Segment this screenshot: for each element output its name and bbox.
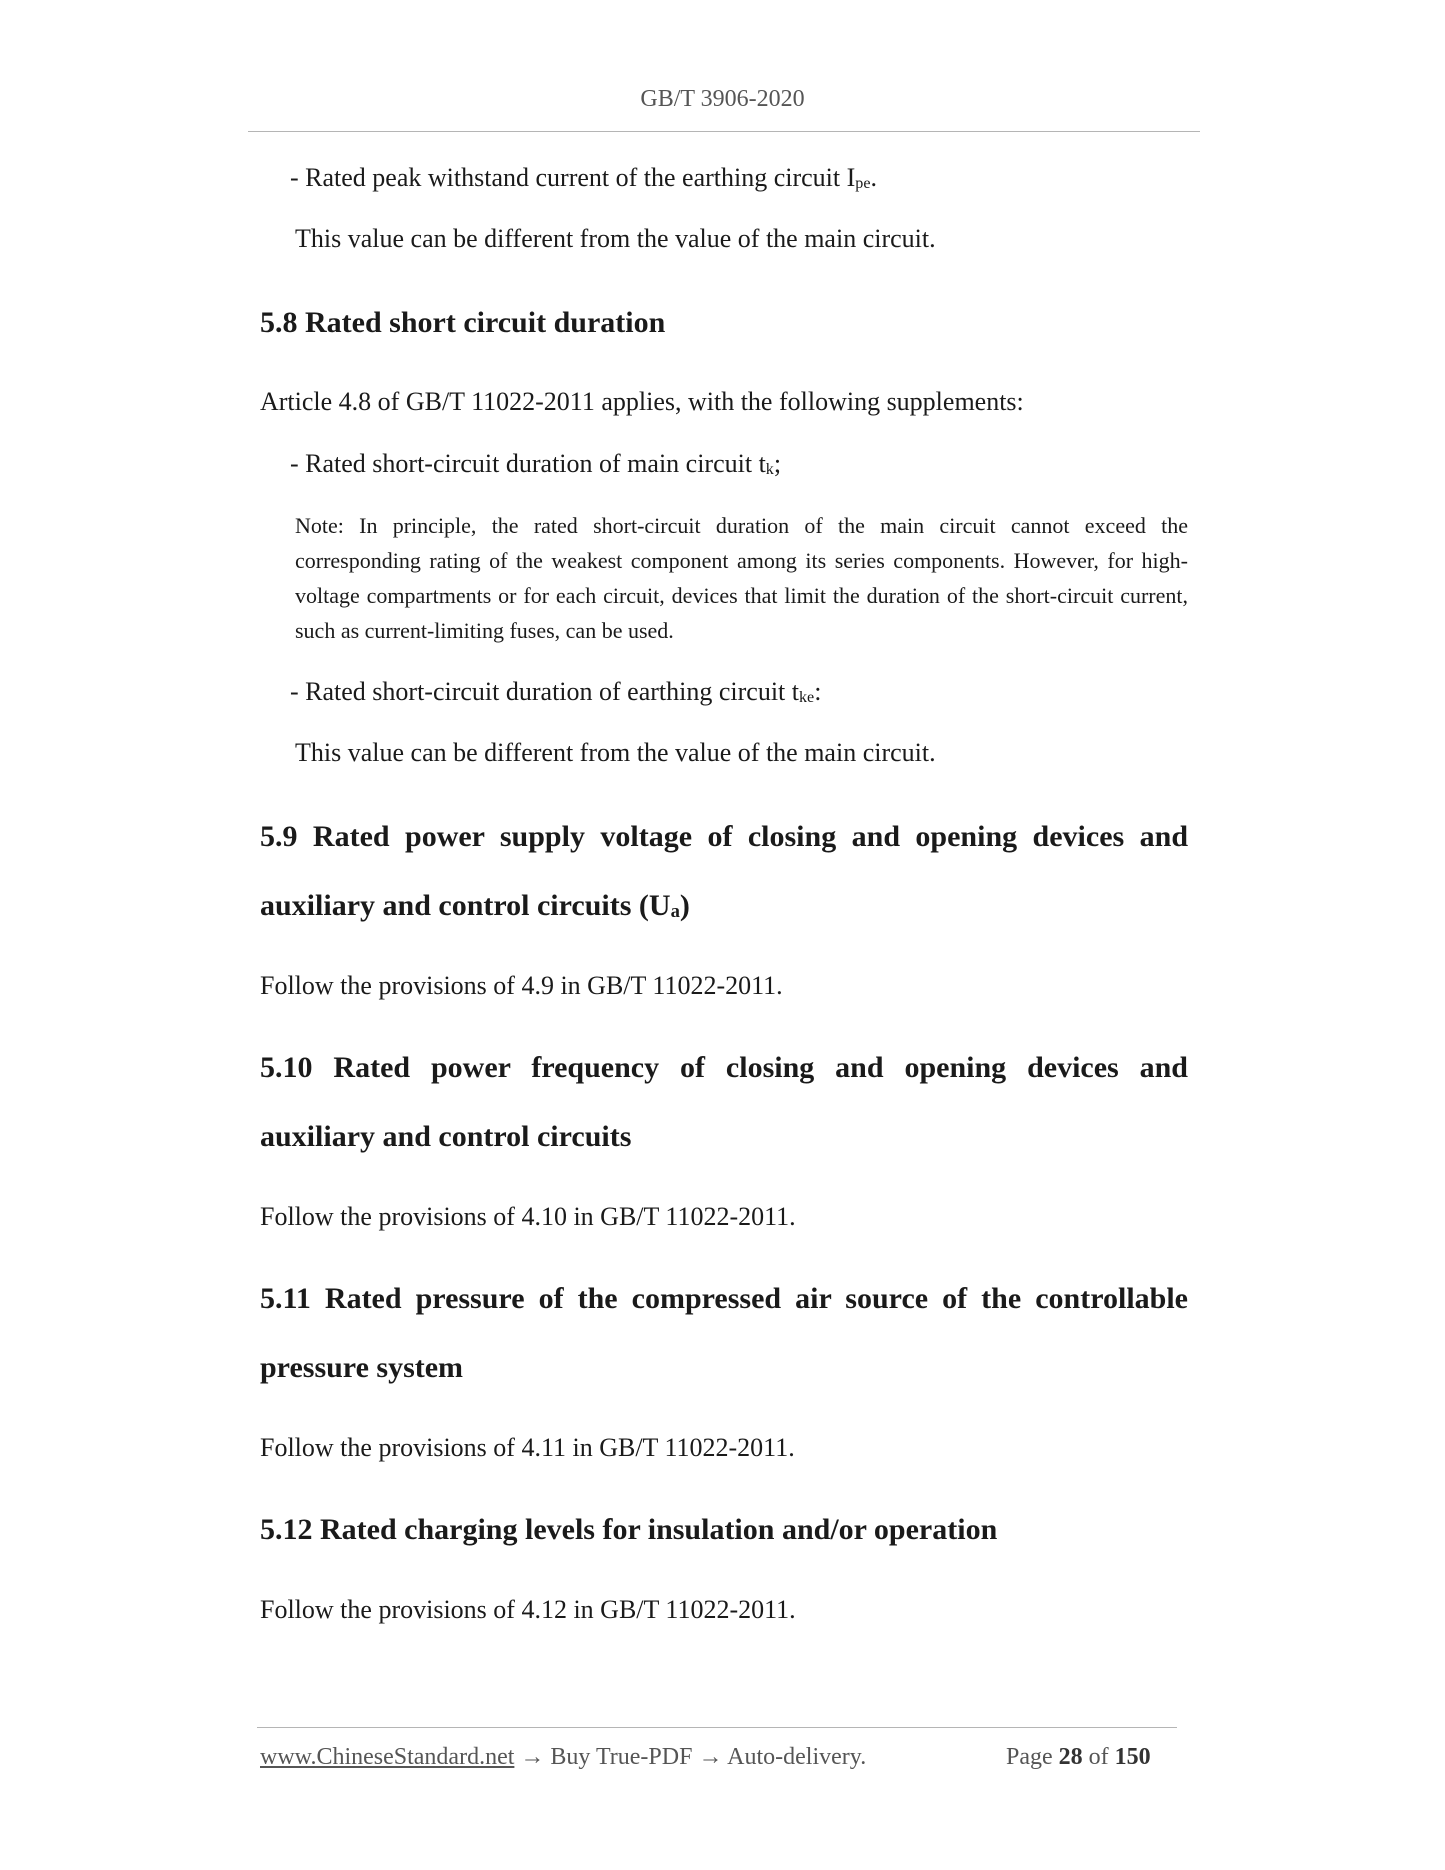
para-5-12: Follow the provisions of 4.12 in GB/T 11022-2011. xyxy=(260,1595,796,1624)
para-5-9: Follow the provisions of 4.9 in GB/T 11022-2011. xyxy=(260,971,783,1000)
heading-5-10: 5.10 Rated power frequency of closing and opening devices and auxiliary and control circuits xyxy=(260,1051,1188,1153)
website-link[interactable]: www.ChineseStandard.net xyxy=(260,1744,515,1770)
footer-divider xyxy=(257,1727,1177,1728)
earthing-duration-item: - Rated short-circuit duration of earthing circuit $t_{ke}$: xyxy=(290,677,822,706)
heading-5-11: 5.11 Rated pressure of the compressed air source of the controllable pressure system xyxy=(260,1282,1188,1384)
subscript-a: a xyxy=(670,901,680,923)
page-label: Page xyxy=(1006,1744,1053,1770)
earthing-duration-note: This value can be different from the value of the main circuit. xyxy=(295,738,936,767)
para-5-10: Follow the provisions of 4.10 in GB/T 11022-2011. xyxy=(260,1202,796,1231)
para-5-11: Follow the provisions of 4.11 in GB/T 11022-2011. xyxy=(260,1433,795,1462)
heading-5-8: 5.8 Rated short circuit duration xyxy=(260,306,666,339)
para-5-8: Article 4.8 of GB/T 11022-2011 applies, with the following supplements: xyxy=(260,387,1024,416)
heading-5-9: 5.9 Rated power supply voltage of closing and opening devices and auxiliary and control circuits $(U_a)$ xyxy=(260,820,1188,923)
arrow-right-icon: → xyxy=(520,1744,545,1770)
page-number: 28 xyxy=(1058,1744,1083,1770)
subscript-pe: pe xyxy=(855,174,871,192)
page-indicator xyxy=(1006,1744,1151,1771)
auto-delivery-text: Auto-delivery. xyxy=(727,1744,867,1770)
header-divider xyxy=(248,131,1200,132)
earthing-peak-current-note: This value can be different from the value of the main circuit. xyxy=(295,224,936,253)
of-label: of xyxy=(1088,1744,1109,1770)
page-total: 150 xyxy=(1114,1744,1151,1770)
buy-pdf-text: Buy True-PDF xyxy=(550,1744,693,1770)
header-doc-code: GB/T 3906-2020 xyxy=(640,86,805,112)
subscript-ke: ke xyxy=(799,688,815,706)
arrow-right-icon: → xyxy=(698,1744,723,1770)
earthing-peak-current-item: - Rated peak withstand current of the earthing circuit $I_{pe}$. xyxy=(290,163,878,192)
heading-5-12: 5.12 Rated charging levels for insulation and/or operation xyxy=(260,1513,998,1546)
subscript-k: k xyxy=(765,460,774,478)
footer-links xyxy=(260,1744,866,1771)
note-5-8: Note: In principle, the rated short-circuit duration of the main circuit cannot exceed the corresponding rating of the weakest component among its series components. However, for high-voltage compartments or for each circuit, devices that limit the duration of the short-circuit current, such as current-limiting fuses, can be used. xyxy=(295,513,1188,643)
main-circuit-duration-item: - Rated short-circuit duration of main circuit $t_k$; xyxy=(290,449,782,478)
